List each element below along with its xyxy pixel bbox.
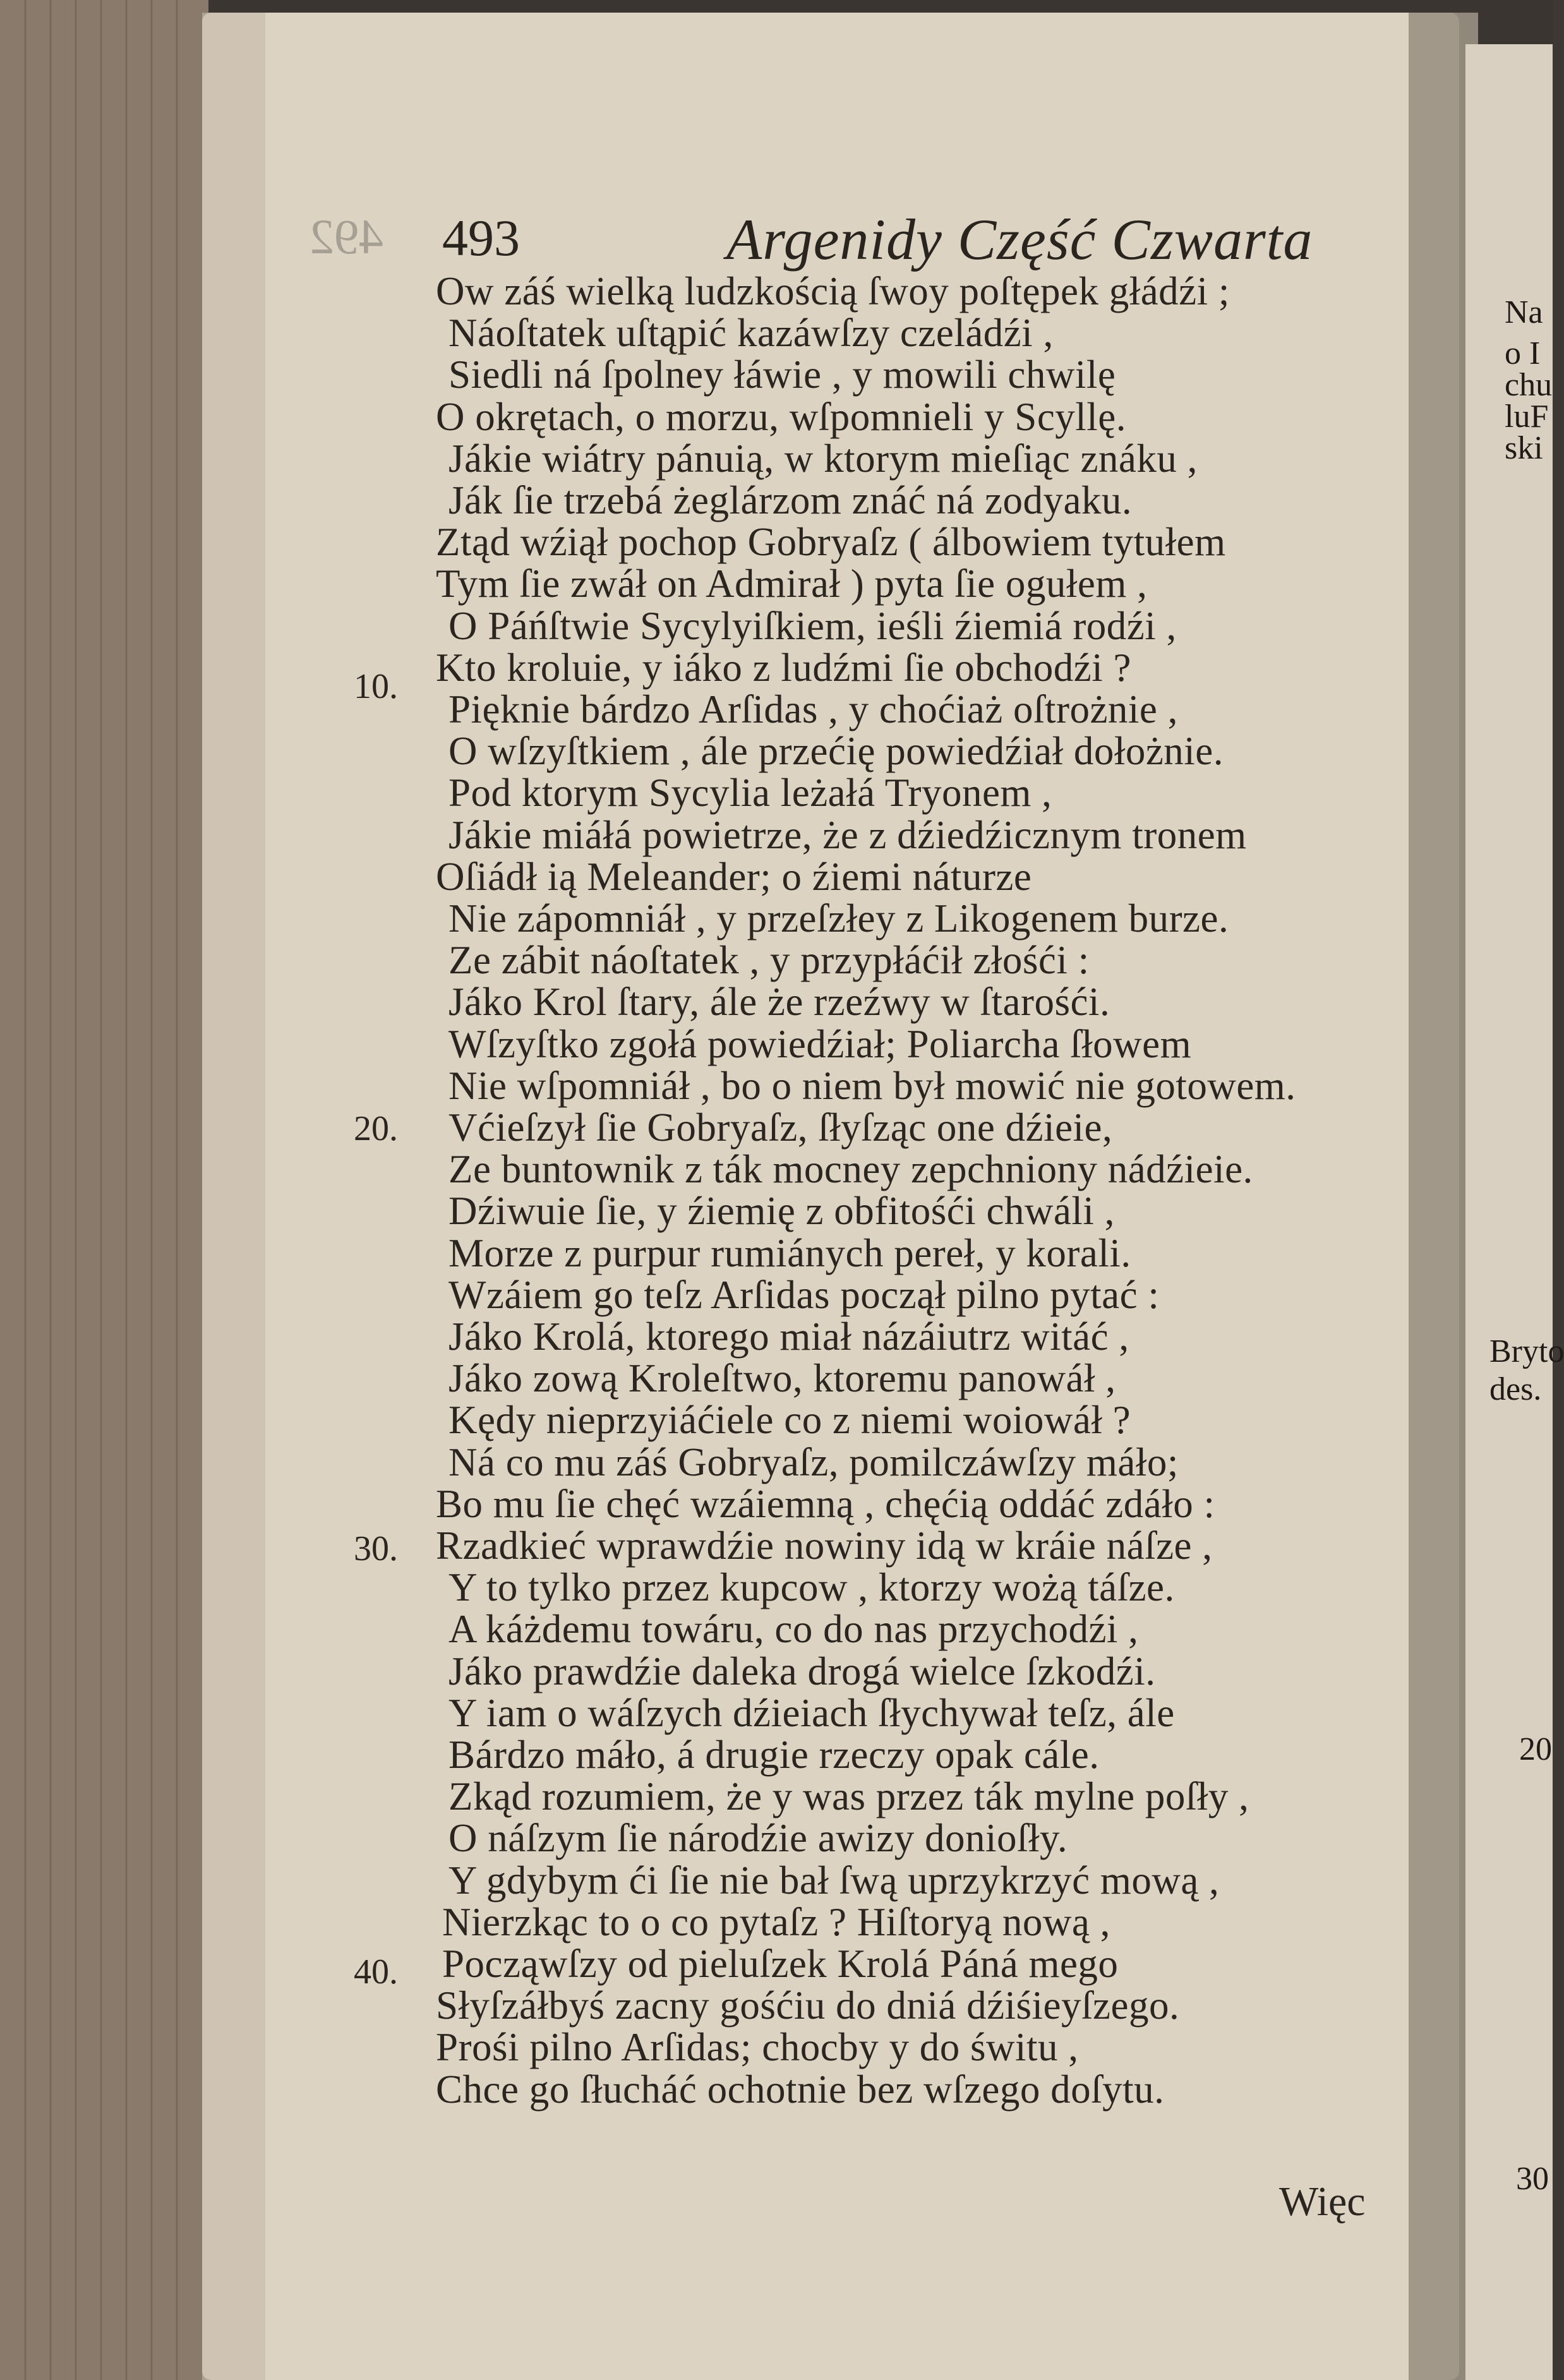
right-page-fragment: Na [1505, 294, 1543, 330]
verse-line: Y gdybym ći ſie nie bał ſwą uprzykrzyć mową , [448, 1858, 1220, 1902]
verse-line: Ná co mu záś Gobryaſz, pomilczáwſzy máło; [448, 1440, 1179, 1484]
verse-line: Począwſzy od pieluſzek Krolá Páná mego [442, 1942, 1119, 1986]
verse-line: Jákie wiátry pánuią, w ktorym mieſiąc znáku , [448, 436, 1198, 481]
verse-line: Jáko zową Kroleſtwo, ktoremu panowáł , [448, 1356, 1116, 1400]
verse-line: Pięknie bárdzo Arſidas , y choćiaż oſtrożnie , [448, 687, 1178, 731]
right-page-fragment: ski [1505, 430, 1543, 466]
page-number: 493 [442, 209, 520, 267]
verse-line: Prośi pilno Arſidas; chocby y do świtu , [436, 2025, 1079, 2069]
line-number: 10. [354, 667, 398, 706]
verse-line: Morze z purpur rumiánych pereł, y korali. [448, 1231, 1131, 1275]
verse-line: O náſzym ſie národźie awizy donioſły. [448, 1816, 1068, 1860]
verse-line: Jáko prawdźie daleka drogá wielce ſzkodźi. [448, 1649, 1156, 1693]
verse-line: Jáko Krol ſtary, ále że rzeźwy w ſtarośći. [448, 980, 1110, 1024]
ghost-folio: 492 [310, 209, 383, 264]
verse-line: Jáko Krolá, ktorego miał názáiutrz witáć , [448, 1314, 1129, 1359]
verse-line: Kędy nieprzyiáćiele co z niemi woiowáł ? [448, 1398, 1131, 1442]
verse-line: Y iam o wáſzych dźieiach ſłychywał teſz, ále [448, 1691, 1175, 1735]
verse-line: Wzáiem go teſz Arſidas począł pilno pytać : [448, 1273, 1160, 1317]
catchword: Więc [1279, 2179, 1366, 2225]
verse-line: Zkąd rozumiem, że y was przez ták mylne poſły , [448, 1774, 1249, 1818]
right-page-fragment: 20 [1519, 1731, 1552, 1767]
verse-line: Ják ſie trzebá żeglárzom znáć ná zodyaku. [448, 478, 1133, 522]
right-page-fragment: des. [1489, 1371, 1542, 1407]
verse-line: Siedli ná ſpolney łáwie , y mowili chwilę [448, 352, 1116, 397]
verse-line: O Páńſtwie Sycylyiſkiem, ieśli źiemiá rodźi , [448, 604, 1177, 648]
right-page-fragment: Bryto [1489, 1333, 1564, 1369]
verse-line: Bárdzo máło, á drugie rzeczy opak cále. [448, 1733, 1100, 1777]
verse-line: Y to tylko przez kupcow , ktorzy wożą táſze. [448, 1565, 1175, 1609]
line-number: 20. [354, 1109, 398, 1148]
verse-line: Ze buntownik z ták mocney zepchniony nádźieie. [448, 1147, 1253, 1191]
running-title: Argenidy Część Czwarta [726, 207, 1313, 272]
verse-line: Chce go ſłucháć ochotnie bez wſzego doſytu. [436, 2067, 1165, 2112]
verse-line: Bo mu ſie chęć wzáiemną , chęćią oddáć zdáło : [436, 1482, 1215, 1526]
verse-line: Nie zápomniáł , y przeſzłey z Likogenem burze. [448, 896, 1229, 941]
right-page-fragment: 30 [1516, 2161, 1549, 2197]
line-number: 30. [354, 1529, 398, 1568]
verse-line: Nie wſpomniáł , bo o niem był mowić nie gotowem. [448, 1064, 1296, 1108]
verse-line: Ztąd wźiął pochop Gobryaſz ( álbowiem tytułem [436, 520, 1226, 564]
line-number: 40. [354, 1952, 398, 1992]
verse-line: Vćieſzył ſie Gobryaſz, ſłyſząc one dźieie, [448, 1105, 1113, 1150]
verse-line: O wſzyſtkiem , ále przećię powiedźiał dołożnie. [448, 729, 1224, 773]
verse-line: Ow záś wielką ludzkością ſwoy poſtępek głádźi ; [436, 269, 1230, 313]
verse-line: Wſzyſtko zgołá powiedźiał; Poliarcha ſłowem [448, 1022, 1192, 1066]
verse-line: Rzadkieć wprawdźie nowiny idą w kráie náſze , [436, 1524, 1213, 1568]
right-page-fragment: o I [1505, 335, 1541, 371]
verse-line: Jákie miáłá powietrze, że z dźiedźicznym tronem [448, 813, 1247, 857]
page-header [442, 208, 1326, 278]
verse-line: A káżdemu towáru, co do nas przychodźi , [448, 1607, 1139, 1651]
verse-line: Ze zábit náoſtatek , y przypłáćił złośći : [448, 938, 1090, 982]
verse-line: Dźiwuie ſie, y źiemię z obfitośći chwáli , [448, 1189, 1115, 1233]
right-page-fragment: luF [1505, 399, 1549, 435]
verse-line: Pod ktorym Sycylia leżałá Tryonem , [448, 771, 1052, 815]
verse-line: Náoſtatek uſtąpić kazáwſzy czeládźi , [448, 311, 1054, 355]
verse-line: Oſiádł ią Meleander; o źiemi náturze [436, 855, 1032, 899]
right-page-fragment: chu [1505, 367, 1553, 403]
verse-line: Tym ſie zwáł on Admirał ) pyta ſie ogułem , [436, 562, 1148, 606]
verse-line: O okrętach, o morzu, wſpomnieli y Scyllę. [436, 395, 1127, 439]
verse-line: Kto kroluie, y iáko z ludźmi ſie obchodźi ? [436, 646, 1131, 690]
verse-line: Słyſzáłbyś zacny gośćiu do dniá dźiśieyſzego. [436, 1983, 1180, 2028]
verse-line: Nierzkąc to o co pytaſz ? Hiſtoryą nową , [442, 1900, 1110, 1944]
